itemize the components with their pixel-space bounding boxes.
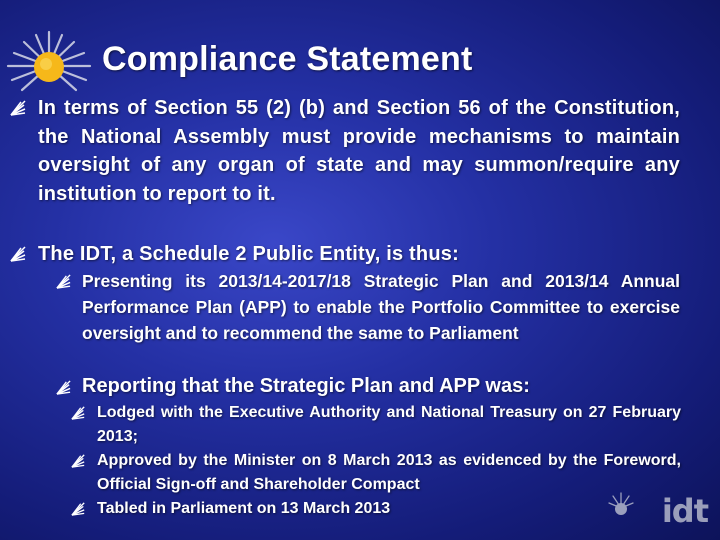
bullet-text: In terms of Section 55 (2) (b) and Section 56 of the Constitution, the National Assembly must provide mechanisms to maintain oversight of any organ of state and may summon/require any institution to report to it. [38, 97, 680, 205]
sub-sub-bullet-item-lodged [97, 401, 681, 449]
sub-bullet-item-reporting [82, 373, 680, 399]
bullet-icon [71, 406, 86, 420]
sub-bullet-item-presenting [82, 268, 680, 346]
idt-logo-text: idt [661, 492, 708, 530]
bullet-item-idt [38, 240, 680, 269]
sub-sub-bullet-item-tabled [97, 497, 657, 521]
sub-sub-bullet-item-approved [97, 449, 681, 497]
bullet-text: The IDT, a Schedule 2 Public Entity, is thus: [38, 243, 459, 265]
bullet-text: Lodged with the Executive Authority and National Treasury on 27 February 2013; [97, 404, 681, 445]
bullet-text: Reporting that the Strategic Plan and APP was: [82, 375, 530, 397]
idt-logo [606, 490, 716, 538]
bullet-icon [56, 274, 72, 289]
bullet-icon [71, 502, 86, 516]
bullet-icon [10, 246, 27, 262]
slide-title: Compliance Statement [102, 40, 473, 78]
bullet-item-constitution [38, 94, 680, 208]
bullet-icon [56, 380, 72, 395]
bullet-text: Presenting its 2013/14-2017/18 Strategic Plan and 2013/14 Annual Performance Plan (APP) to enable the Portfolio Committee to exercise oversight and to recommend the same to Parliament [82, 271, 680, 343]
sun-logo-icon [606, 490, 636, 520]
bullet-text: Approved by the Minister on 8 March 2013 as evidenced by the Foreword, Official Sign-off and Shareholder Compact [97, 452, 681, 493]
sun-logo-icon [4, 26, 94, 98]
bullet-text: Tabled in Parliament on 13 March 2013 [97, 500, 391, 517]
bullet-icon [71, 454, 86, 468]
bullet-icon [10, 100, 27, 116]
